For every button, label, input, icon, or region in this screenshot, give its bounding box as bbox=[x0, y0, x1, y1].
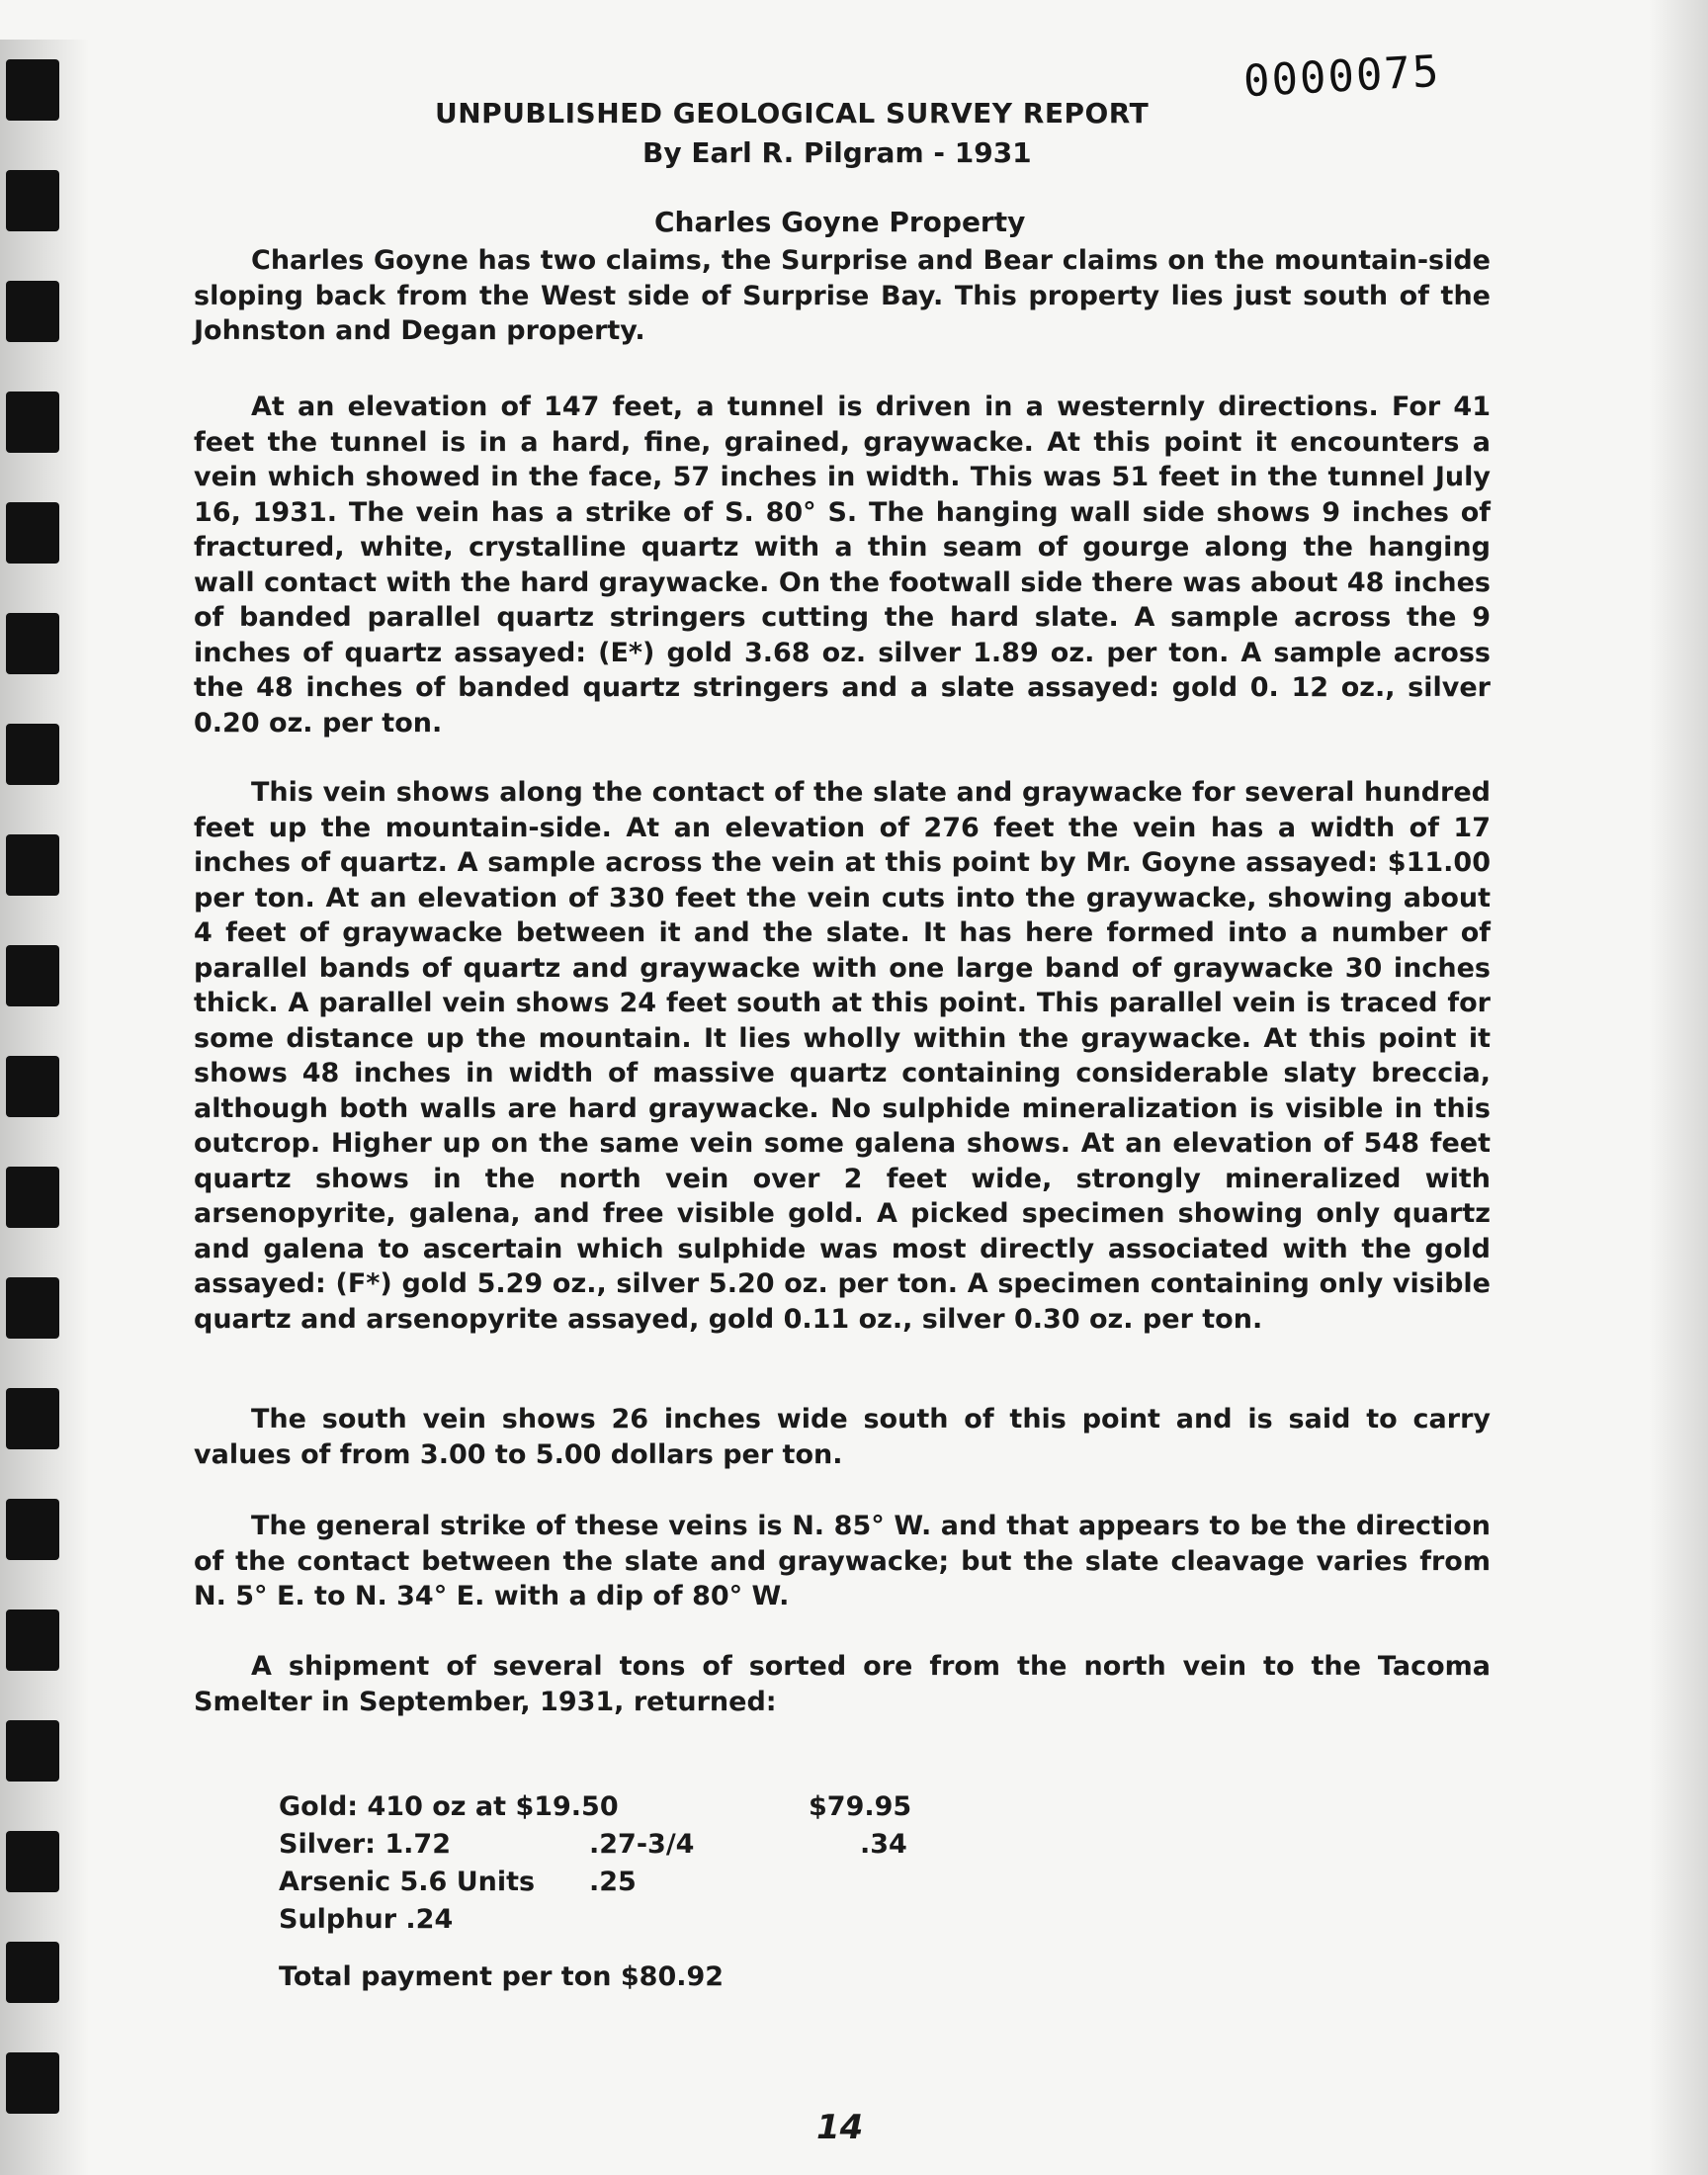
paragraph: Charles Goyne has two claims, the Surprise and Bear claims on the mountain-side sloping back from the West side of Surprise Bay. This property lies just south of the Johnston and Degan property. bbox=[194, 245, 1491, 346]
binding-hole bbox=[6, 1499, 59, 1560]
binding-hole bbox=[6, 502, 59, 564]
paragraph: At an elevation of 147 feet, a tunnel is driven in a westernly directions. For 41 feet the tunnel is in a hard, fine, grained, graywacke. At this point it encounters a vein which showed in the face, 57 inches in width. This was 51 feet in the tunnel July 16, 1931. The vein has a strike of S. 80° S. The hanging wall side shows 9 inches of fractured, white, crystalline quartz with a thin seam of gourge along the hanging wall contact with the hard graywacke. On the footwall side there was about 48 inches of banded parallel quartz stringers cutting the hard slate. A sample across the 9 inches of quartz assayed: (E*) gold 3.68 oz. silver 1.89 oz. per ton. A sample across the 48 inches of banded quartz stringers and a slate assayed: gold 0. 12 oz., silver 0.20 oz. per ton. bbox=[194, 392, 1491, 739]
property-heading: Charles Goyne Property bbox=[654, 206, 1026, 238]
assay-label: Gold: 410 oz at $19.50 bbox=[279, 1791, 619, 1822]
binding-hole bbox=[6, 59, 59, 121]
binding-hole bbox=[6, 1056, 59, 1117]
paragraph: The south vein shows 26 inches wide south of this point and is said to carry values of from 3.00 to 5.00 dollars per ton. bbox=[194, 1404, 1491, 1470]
assay-value: .34 bbox=[860, 1829, 907, 1860]
assay-rate: .27-3/4 bbox=[589, 1829, 695, 1860]
assay-value: $79.95 bbox=[809, 1791, 912, 1822]
document-number: 0000075 bbox=[1241, 45, 1442, 108]
paragraph: A shipment of several tons of sorted ore from the north vein to the Tacoma Smelter in September, 1931, returned: bbox=[194, 1651, 1491, 1717]
binding-hole bbox=[6, 170, 59, 231]
page-edge-shadow bbox=[1649, 0, 1708, 2175]
spiral-binding bbox=[0, 40, 69, 2175]
assay-label: Sulphur .24 bbox=[279, 1904, 454, 1935]
binding-hole bbox=[6, 1277, 59, 1339]
page-number: 14 bbox=[816, 2108, 864, 2147]
paragraph: This vein shows along the contact of the slate and graywacke for several hundred feet up the mountain-side. At an elevation of 276 feet the vein has a width of 17 inches of quartz. A sample across the vein at this point by Mr. Goyne assayed: $11.00 per ton. At an elevation of 330 feet the vein cuts into the graywacke, showing about 4 feet of graywacke between it and the slate. It has here formed into a number of parallel bands of quartz and graywacke with one large band of graywacke 30 inches thick. A parallel vein shows 24 feet south at this point. This parallel vein is traced for some distance up the mountain. It lies wholly within the graywacke. At this point it shows 48 inches in width of massive quartz containing considerable slaty breccia, although both walls are hard graywacke. No sulphide mineralization is visible in this outcrop. Higher up on the same vein some galena shows. At an elevation of 548 feet quartz shows in the north vein over 2 feet wide, strongly mineralized with arsenopyrite, galena, and free visible gold. A picked specimen showing only quartz and galena to ascertain which sulphide was most directly associated with the gold assayed: (F*) gold 5.29 oz., silver 5.20 oz. per ton. A specimen containing only visible quartz and arsenopyrite assayed, gold 0.11 oz., silver 0.30 oz. per ton. bbox=[194, 777, 1491, 1335]
binding-hole bbox=[6, 1831, 59, 1892]
paragraph: The general strike of these veins is N. 85° W. and that appears to be the direction of the contact between the slate and graywacke; but the slate cleavage varies from N. 5° E. to N. 34° E. with a dip of 80° W. bbox=[194, 1511, 1491, 1611]
report-author: By Earl R. Pilgram - 1931 bbox=[642, 136, 1032, 169]
assay-label: Arsenic 5.6 Units bbox=[279, 1867, 536, 1897]
binding-hole bbox=[6, 1610, 59, 1671]
binding-hole bbox=[6, 392, 59, 453]
report-title: UNPUBLISHED GEOLOGICAL SURVEY REPORT bbox=[435, 97, 1150, 130]
binding-hole bbox=[6, 1167, 59, 1228]
assay-rate: .25 bbox=[589, 1867, 637, 1897]
binding-hole bbox=[6, 613, 59, 674]
total-payment: Total payment per ton $80.92 bbox=[279, 1961, 725, 1992]
binding-hole bbox=[6, 1388, 59, 1449]
binding-hole bbox=[6, 834, 59, 896]
binding-hole bbox=[6, 281, 59, 342]
binding-hole bbox=[6, 1720, 59, 1782]
binding-hole bbox=[6, 1942, 59, 2003]
binding-hole bbox=[6, 724, 59, 785]
binding-hole bbox=[6, 2052, 59, 2114]
binding-hole bbox=[6, 945, 59, 1006]
assay-label: Silver: 1.72 bbox=[279, 1829, 451, 1860]
